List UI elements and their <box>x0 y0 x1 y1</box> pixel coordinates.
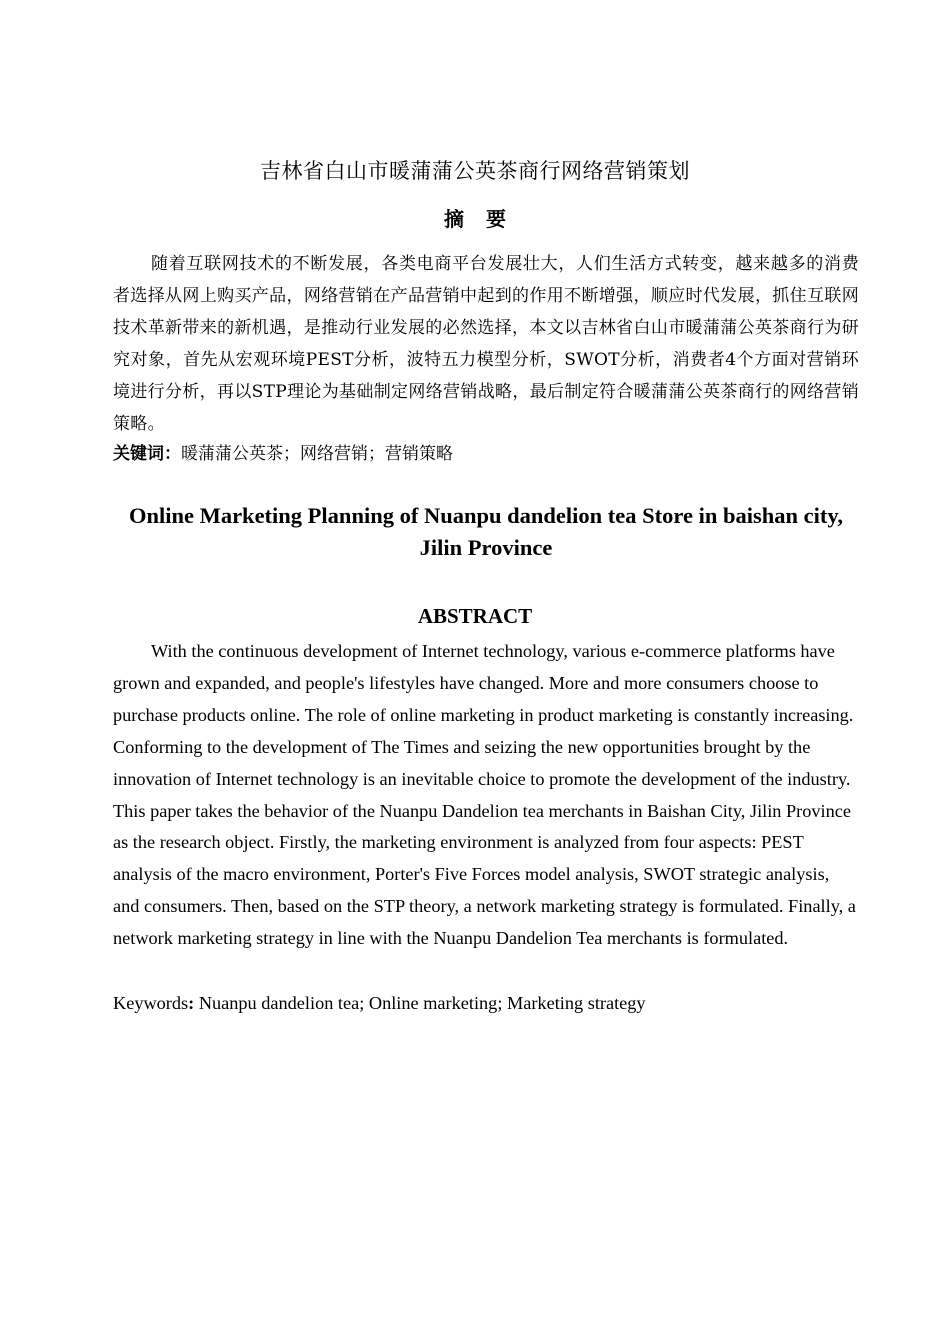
chinese-keywords-label: 关键词： <box>113 444 181 464</box>
english-keywords-text: Nuanpu dandelion tea; Online marketing; Marketing strategy <box>194 993 646 1013</box>
chinese-abstract-body: 随着互联网技术的不断发展，各类电商平台发展壮大，人们生活方式转变，越来越多的消费者选择从网上购买产品，网络营销在产品营销中起到的作用不断增强，顺应时代发展，抓住互联网技术革新带来的新机遇，是推动行业发展的必然选择，本文以吉林省白山市暖蒲蒲公英茶商行为研究对象，首先从宏观环境PEST分析，波特五力模型分析，SWOT分析，消费者4个方面对营销环境进行分析，再以STP理论为基础制定网络营销战略，最后制定符合暖蒲蒲公英茶商行的网络营销策略。 <box>113 254 859 434</box>
chinese-title: 吉林省白山市暖蒲蒲公英茶商行网络营销策划 <box>260 159 690 183</box>
chinese-keywords-text: 暖蒲蒲公英茶；网络营销；营销策略 <box>181 444 453 464</box>
english-title: Online Marketing Planning of Nuanpu dandelion tea Store in baishan city, Jilin Province <box>128 503 844 560</box>
chinese-abstract-heading: 摘要 <box>444 207 528 231</box>
chinese-keywords <box>113 438 859 470</box>
english-abstract-body: With the continuous development of Internet technology, various e-commerce platforms have grown and expanded, and people's lifestyles have changed. More and more consumers choose to purchase products online. The role of online marketing in product marketing is constantly increasing. Conforming to the development of The Times and seizing the new opportunities brought by the innovation of Internet technology is an inevitable choice to promote the development of the industry. This paper takes the behavior of the Nuanpu Dandelion tea merchants in Baishan City, Jilin Province as the research object. Firstly, the marketing environment is analyzed from four aspects: PEST analysis of the macro environment, Porter's Five Forces model analysis, SWOT strategic analysis, and consumers. Then, based on the STP theory, a network marketing strategy is formulated. Finally, a network marketing strategy in line with the Nuanpu Dandelion Tea merchants is formulated. <box>113 641 856 949</box>
english-keywords-label: Keywords <box>113 993 189 1013</box>
english-keywords-colon: : <box>188 993 195 1013</box>
english-keywords <box>113 987 859 1019</box>
english-abstract-heading: ABSTRACT <box>417 604 533 628</box>
